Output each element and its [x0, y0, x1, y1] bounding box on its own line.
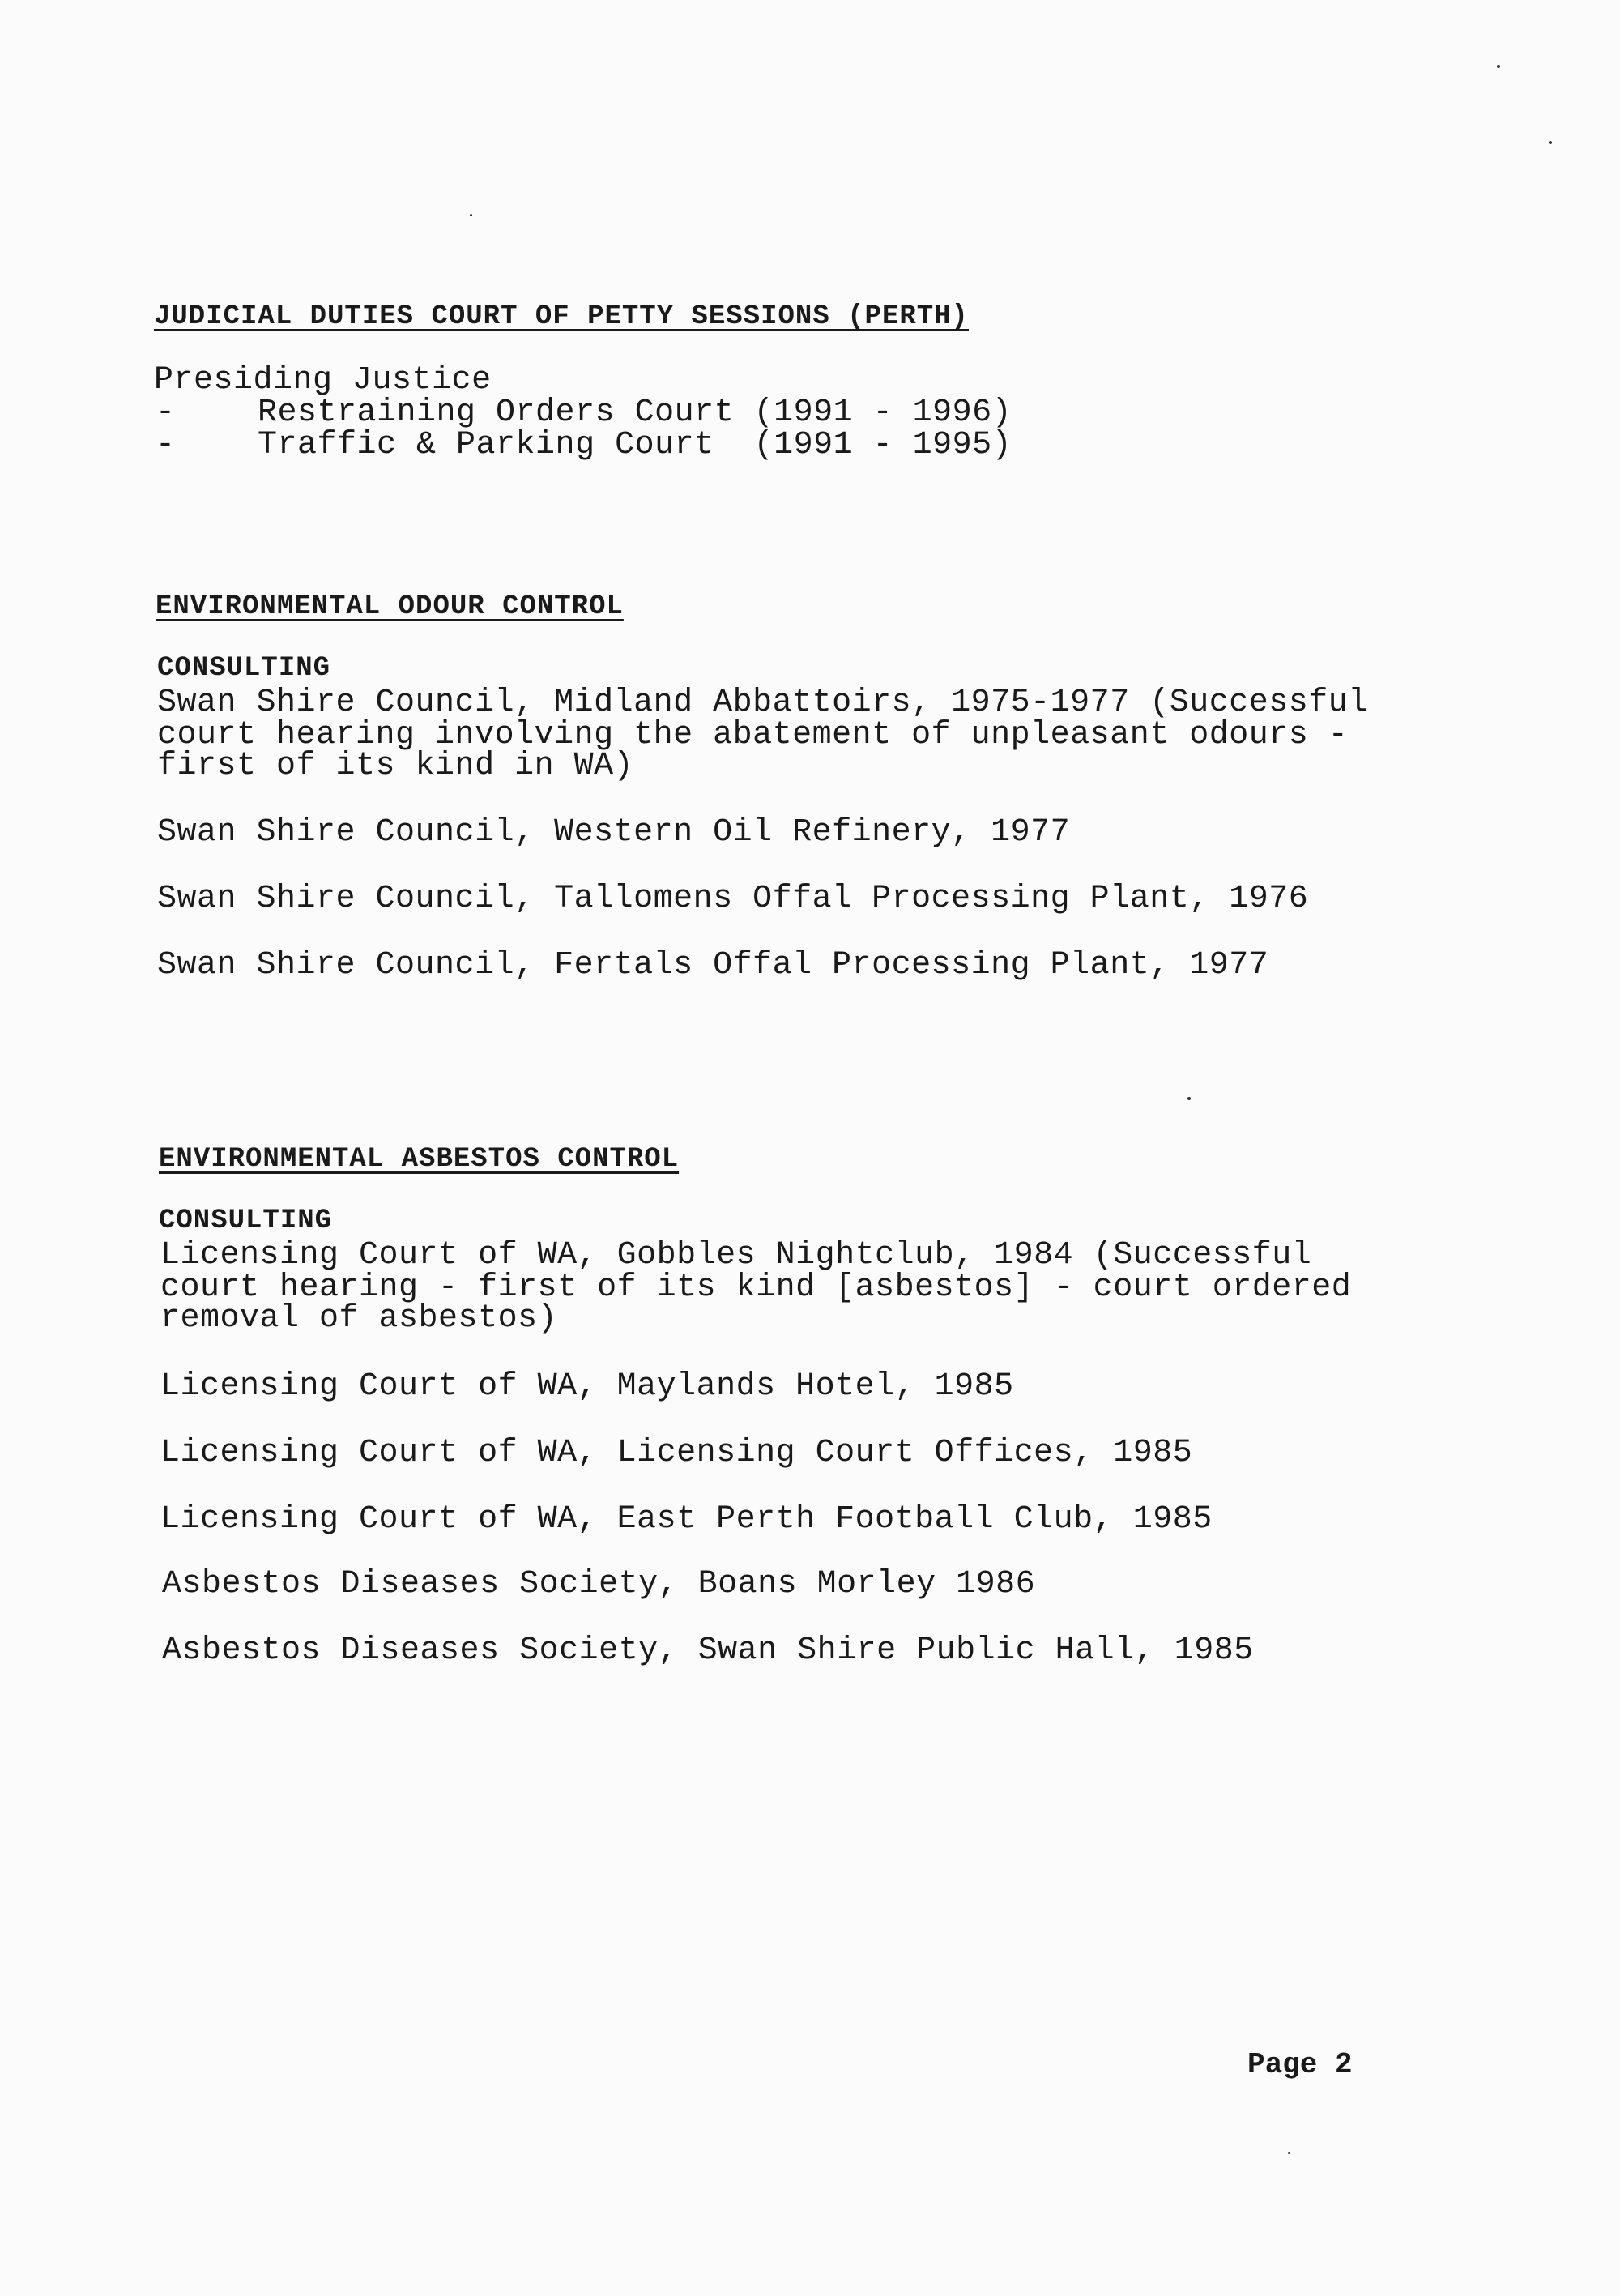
- judicial-item-1-dash: -: [156, 395, 176, 431]
- judicial-item-2-dash: -: [156, 427, 176, 463]
- asbestos-entry-1-line-3: removal of asbestos): [160, 1300, 558, 1337]
- asbestos-entry-1-line-2: court hearing - first of its kind [asbestos] - court ordered: [160, 1270, 1352, 1306]
- judicial-heading: JUDICIAL DUTIES COURT OF PETTY SESSIONS (PERTH): [154, 301, 969, 332]
- odour-heading: ENVIRONMENTAL ODOUR CONTROL: [156, 591, 624, 622]
- judicial-title: Presiding Justice: [154, 362, 492, 399]
- judicial-item-1: Restraining Orders Court (1991 - 1996): [258, 395, 1013, 431]
- odour-entry-4: Swan Shire Council, Fertals Offal Processing Plant, 1977: [157, 947, 1269, 984]
- odour-entry-3: Swan Shire Council, Tallomens Offal Processing Plant, 1976: [157, 881, 1309, 917]
- asbestos-entry-2: Licensing Court of WA, Maylands Hotel, 1985: [160, 1368, 1014, 1405]
- judicial-item-2: Traffic & Parking Court (1991 - 1995): [258, 427, 1013, 463]
- scan-speck: [1549, 141, 1552, 144]
- asbestos-entry-1-line-1: Licensing Court of WA, Gobbles Nightclub, 1984 (Successful: [160, 1237, 1312, 1274]
- scan-speck: [1288, 2152, 1290, 2154]
- asbestos-heading: ENVIRONMENTAL ASBESTOS CONTROL: [159, 1144, 680, 1175]
- odour-entry-2: Swan Shire Council, Western Oil Refinery, 1977: [157, 814, 1071, 851]
- scan-speck: [1497, 65, 1500, 68]
- asbestos-entry-5: Asbestos Diseases Society, Boans Morley 1986: [162, 1566, 1036, 1603]
- odour-entry-1-line-2: court hearing involving the abatement of unpleasant odours -: [157, 717, 1349, 753]
- odour-subheading: CONSULTING: [157, 653, 331, 684]
- asbestos-entry-3: Licensing Court of WA, Licensing Court Offices, 1985: [160, 1435, 1193, 1471]
- scan-speck: [1187, 1097, 1191, 1100]
- odour-entry-1-line-3: first of its kind in WA): [157, 748, 634, 784]
- asbestos-subheading: CONSULTING: [159, 1206, 333, 1236]
- page-number: Page 2: [1247, 2048, 1353, 2081]
- asbestos-entry-6: Asbestos Diseases Society, Swan Shire Public Hall, 1985: [162, 1632, 1254, 1669]
- asbestos-entry-4: Licensing Court of WA, East Perth Football Club, 1985: [160, 1501, 1213, 1538]
- scan-speck: [470, 214, 472, 216]
- odour-entry-1-line-1: Swan Shire Council, Midland Abbattoirs, 1975-1977 (Successful: [157, 685, 1368, 721]
